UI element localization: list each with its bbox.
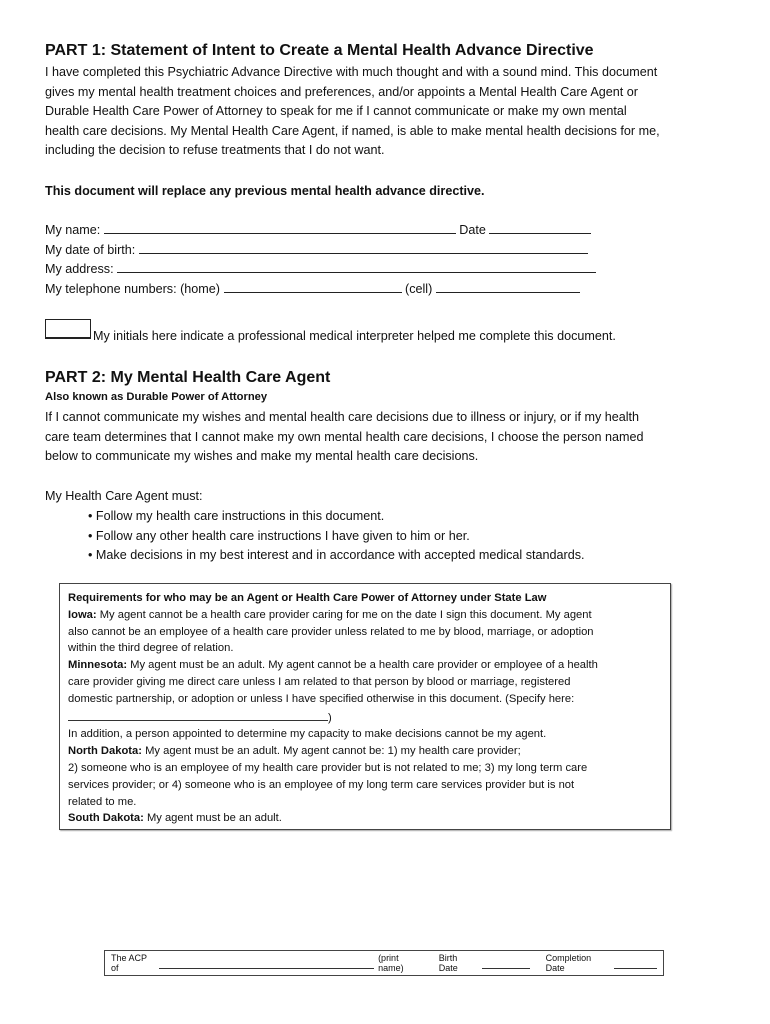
iowa-line: My agent cannot be a health care provider caring for me on the date I sign this document. My agent	[99, 608, 592, 621]
mn-label: Minnesota:	[68, 659, 128, 672]
address-field[interactable]	[117, 260, 596, 273]
footer-box	[104, 950, 664, 976]
sd-label: South Dakota:	[68, 812, 144, 825]
phone-row	[45, 280, 605, 300]
initials-box[interactable]	[45, 319, 91, 338]
home-phone-field[interactable]	[224, 280, 402, 293]
iowa-line: also cannot be an employee of a health care provider unless related to me by blood, marriage, or adoption	[68, 625, 594, 638]
part1-line: health care decisions. My Mental Health Care Agent, if named, is able to make mental health decisions for me,	[45, 123, 660, 138]
initials-text: My initials here indicate a professional medical interpreter helped me complete this document.	[93, 329, 616, 343]
part2-subtitle: Also known as Durable Power of Attorney	[45, 391, 268, 403]
part2-title: PART 2: My Mental Health Care Agent	[45, 369, 331, 386]
iowa-line: within the third degree of relation.	[68, 642, 234, 655]
mn-specify-row	[68, 708, 662, 727]
acp-label: The ACP of	[111, 953, 147, 973]
part1-line: gives my mental health treatment choices and preferences, and/or appoints a Mental Health Care Agent or	[45, 84, 638, 99]
address-row	[45, 260, 605, 280]
date-field[interactable]	[489, 221, 591, 234]
completion-date-label: Completion Date	[545, 953, 592, 973]
requirements-box	[59, 583, 671, 830]
nd-line: services provider; or 4) someone who is an employee of my long term care services provider but is not	[68, 778, 575, 791]
print-name-field[interactable]	[159, 958, 374, 969]
list-item: • Make decisions in my best interest and in accordance with accepted medical standards.	[88, 546, 585, 566]
nd-label: North Dakota:	[68, 745, 142, 758]
birth-date-field[interactable]	[482, 958, 530, 969]
cell-phone-field[interactable]	[436, 280, 580, 293]
dob-field[interactable]	[139, 241, 588, 254]
mn-line: domestic partnership, or adoption or unless I have specified otherwise in this document. (Specify here:	[68, 692, 575, 705]
nd-line: related to me.	[68, 795, 137, 808]
print-name-label: (print name)	[378, 953, 404, 973]
birth-date-label: Birth Date	[438, 953, 458, 973]
nd-line: My agent must be an adult. My agent cannot be: 1) my health care provider;	[145, 745, 521, 758]
name-row	[45, 221, 605, 241]
phone-label: My telephone numbers: (home)	[45, 282, 220, 296]
address-label: My address:	[45, 262, 114, 276]
dob-row	[45, 241, 605, 261]
dob-label: My date of birth:	[45, 243, 136, 257]
mn-section	[68, 657, 662, 674]
iowa-section	[68, 607, 662, 624]
nd-section	[68, 743, 662, 760]
mn-close: )	[328, 711, 332, 724]
agent-must-list	[88, 507, 585, 566]
name-label: My name:	[45, 223, 101, 237]
date-label: Date	[459, 223, 486, 237]
nd-line: 2) someone who is an employee of my health care provider but is not related to me; 3) my long term care	[68, 761, 588, 774]
part2-line: If I cannot communicate my wishes and mental health care decisions due to illness or injury, or if my health	[45, 410, 640, 424]
part1-line: Durable Health Care Power of Attorney to speak for me if I cannot communicate or make my own mental	[45, 104, 627, 118]
part2-intro	[45, 408, 735, 467]
cell-label: (cell)	[405, 282, 433, 296]
list-item: • Follow any other health care instructions I have given to him or her.	[88, 527, 585, 547]
replace-notice: This document will replace any previous mental health advance directive.	[45, 184, 485, 198]
list-item: • Follow my health care instructions in this document.	[88, 507, 585, 527]
sd-text: My agent must be an adult.	[146, 812, 282, 825]
requirements-title: Requirements for who may be an Agent or Health Care Power of Attorney under State Law	[68, 592, 547, 604]
part1-line: I have completed this Psychiatric Advance Directive with much thought and with a sound mind. This document	[45, 65, 658, 79]
iowa-label: Iowa:	[68, 608, 97, 621]
mn-specify-field[interactable]	[68, 708, 328, 721]
part1-intro	[45, 63, 735, 161]
part1-title: PART 1: Statement of Intent to Create a Mental Health Advance Directive	[45, 42, 594, 59]
part1-line: including the decision to refuse treatments that I do not want.	[45, 143, 385, 157]
name-field[interactable]	[104, 221, 456, 234]
initials-underline	[45, 338, 91, 339]
completion-date-field[interactable]	[614, 958, 657, 969]
mn-line: My agent must be an adult. My agent cannot be a health care provider or employee of a health	[130, 659, 598, 672]
sd-section	[68, 810, 662, 827]
part2-line: care team determines that I cannot make my own mental health care decisions, I choose the person named	[45, 429, 644, 444]
mn-extra: In addition, a person appointed to determine my capacity to make decisions cannot be my agent.	[68, 728, 547, 741]
part2-line: below to communicate my wishes and make my mental health care decisions.	[45, 449, 479, 463]
mn-line: care provider giving me direct care unless I am related to that person by blood or marriage, registered	[68, 675, 571, 688]
agent-must-label: My Health Care Agent must:	[45, 489, 203, 503]
